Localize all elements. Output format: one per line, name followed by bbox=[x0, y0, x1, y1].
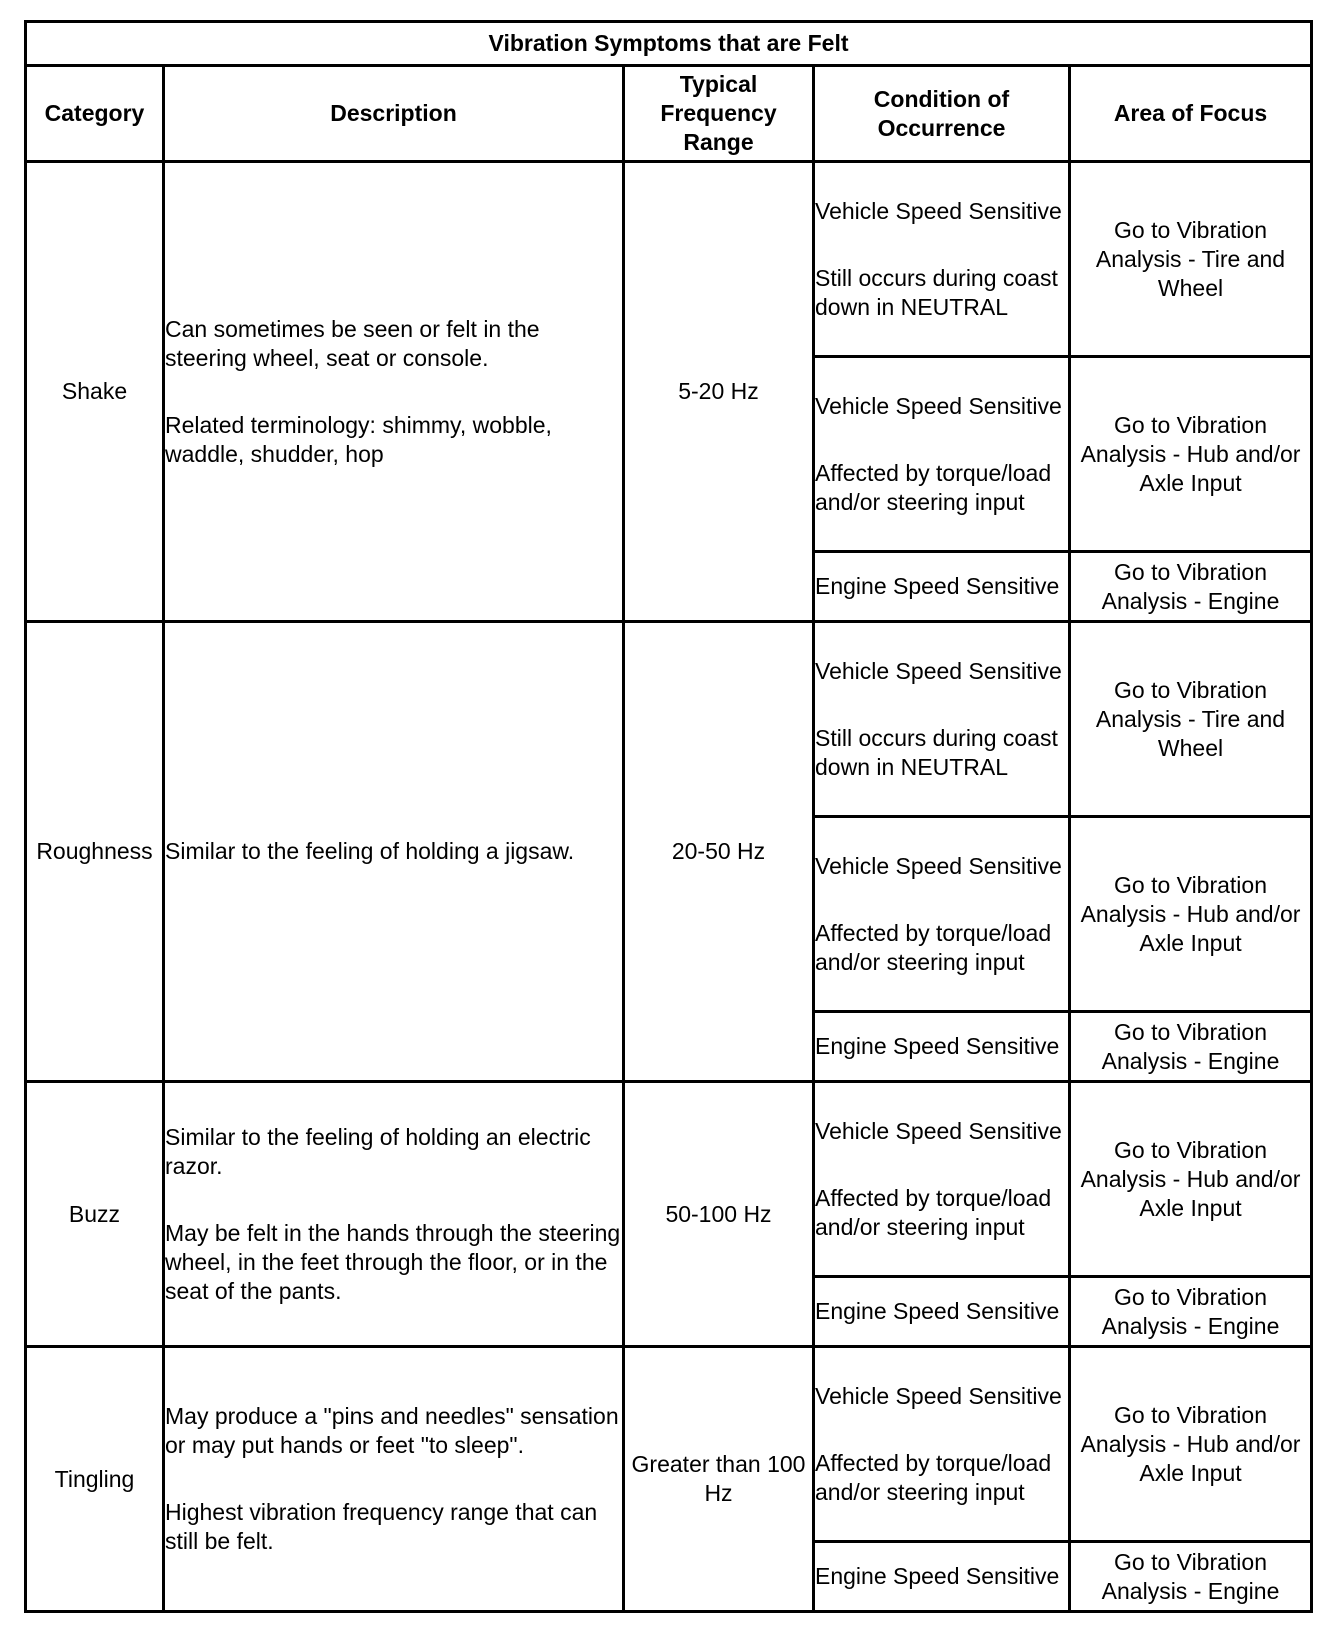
condition-primary: Vehicle Speed Sensitive bbox=[815, 1382, 1062, 1409]
condition-cell bbox=[814, 1542, 1070, 1612]
focus-cell: Go to Vibration Analysis - Tire and Wheel bbox=[1070, 622, 1312, 817]
focus-cell: Go to Vibration Analysis - Hub and/or Axle Input bbox=[1070, 1082, 1312, 1277]
condition-secondary: Still occurs during coast down in NEUTRAL bbox=[815, 724, 1058, 780]
table-row bbox=[26, 1347, 1312, 1542]
category-cell: Buzz bbox=[26, 1082, 164, 1347]
frequency-cell: Greater than 100 Hz bbox=[624, 1347, 814, 1612]
frequency-cell: 50-100 Hz bbox=[624, 1082, 814, 1347]
focus-cell: Go to Vibration Analysis - Engine bbox=[1070, 1012, 1312, 1082]
frequency-cell: 5-20 Hz bbox=[624, 162, 814, 622]
description-paragraph: Similar to the feeling of holding an electric razor. bbox=[165, 1123, 591, 1179]
focus-cell: Go to Vibration Analysis - Hub and/or Axle Input bbox=[1070, 357, 1312, 552]
description-cell bbox=[164, 622, 624, 1082]
focus-cell: Go to Vibration Analysis - Hub and/or Axle Input bbox=[1070, 817, 1312, 1012]
description-paragraph: May be felt in the hands through the steering wheel, in the feet through the floor, or in the seat of the pants. bbox=[165, 1219, 621, 1304]
header-frequency-line2: Frequency bbox=[660, 100, 777, 126]
frequency-cell: 20-50 Hz bbox=[624, 622, 814, 1082]
vibration-table-container bbox=[24, 20, 1310, 1613]
header-description: Description bbox=[164, 66, 624, 162]
header-condition bbox=[814, 66, 1070, 162]
description-cell bbox=[164, 162, 624, 622]
table-row bbox=[26, 622, 1312, 817]
description-paragraph: May produce a "pins and needles" sensation or may put hands or feet "to sleep". bbox=[165, 1403, 619, 1458]
condition-primary: Engine Speed Sensitive bbox=[815, 1298, 1060, 1324]
description-cell bbox=[164, 1347, 624, 1612]
table-title: Vibration Symptoms that are Felt bbox=[26, 22, 1312, 66]
condition-cell bbox=[814, 817, 1070, 1012]
condition-primary: Vehicle Speed Sensitive bbox=[815, 852, 1062, 879]
condition-primary: Vehicle Speed Sensitive bbox=[815, 1117, 1062, 1144]
header-row bbox=[26, 66, 1312, 162]
header-condition-line1: Condition of bbox=[873, 85, 1010, 112]
condition-cell bbox=[814, 1347, 1070, 1542]
condition-primary: Vehicle Speed Sensitive bbox=[815, 197, 1062, 224]
condition-cell bbox=[814, 622, 1070, 817]
vibration-symptoms-table bbox=[24, 20, 1313, 1613]
description-cell bbox=[164, 1082, 624, 1347]
focus-cell: Go to Vibration Analysis - Tire and Wheel bbox=[1070, 162, 1312, 357]
description-paragraph: Related terminology: shimmy, wobble, waddle, shudder, hop bbox=[165, 411, 552, 467]
condition-secondary: Affected by torque/load and/or steering input bbox=[815, 459, 1052, 515]
header-category: Category bbox=[26, 66, 164, 162]
condition-cell bbox=[814, 1082, 1070, 1277]
category-cell: Shake bbox=[26, 162, 164, 622]
header-frequency-line1: Typical bbox=[679, 71, 758, 97]
focus-cell: Go to Vibration Analysis - Engine bbox=[1070, 1542, 1312, 1612]
category-cell: Tingling bbox=[26, 1347, 164, 1612]
table-row bbox=[26, 162, 1312, 357]
description-paragraph: Highest vibration frequency range that can still be felt. bbox=[165, 1499, 598, 1554]
condition-primary: Vehicle Speed Sensitive bbox=[815, 392, 1062, 419]
condition-primary: Vehicle Speed Sensitive bbox=[815, 657, 1062, 684]
table-row bbox=[26, 1082, 1312, 1277]
focus-cell: Go to Vibration Analysis - Engine bbox=[1070, 1277, 1312, 1347]
condition-primary: Engine Speed Sensitive bbox=[815, 1033, 1060, 1059]
condition-cell bbox=[814, 162, 1070, 357]
condition-secondary: Affected by torque/load and/or steering input bbox=[815, 1449, 1052, 1505]
header-condition-line2: Occurrence bbox=[877, 114, 1006, 141]
condition-secondary: Still occurs during coast down in NEUTRAL bbox=[815, 264, 1058, 320]
category-cell: Roughness bbox=[26, 622, 164, 1082]
condition-secondary: Affected by torque/load and/or steering input bbox=[815, 1184, 1052, 1240]
condition-secondary: Affected by torque/load and/or steering input bbox=[815, 919, 1052, 975]
condition-cell bbox=[814, 1277, 1070, 1347]
focus-cell: Go to Vibration Analysis - Engine bbox=[1070, 552, 1312, 622]
focus-cell: Go to Vibration Analysis - Hub and/or Axle Input bbox=[1070, 1347, 1312, 1542]
description-paragraph: Can sometimes be seen or felt in the steering wheel, seat or console. bbox=[165, 315, 540, 371]
header-frequency-line3: Range bbox=[683, 129, 754, 155]
description-paragraph: Similar to the feeling of holding a jigsaw. bbox=[165, 838, 575, 864]
condition-primary: Engine Speed Sensitive bbox=[815, 573, 1060, 599]
condition-cell bbox=[814, 357, 1070, 552]
condition-primary: Engine Speed Sensitive bbox=[815, 1563, 1060, 1589]
condition-cell bbox=[814, 552, 1070, 622]
header-frequency bbox=[624, 66, 814, 162]
header-focus: Area of Focus bbox=[1070, 66, 1312, 162]
condition-cell bbox=[814, 1012, 1070, 1082]
